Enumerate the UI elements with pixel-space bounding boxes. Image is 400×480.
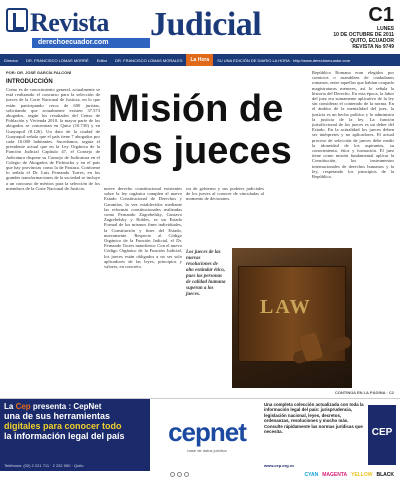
site-strip [32,38,150,48]
intro-heading: INTRODUCCIÓN [6,79,53,85]
article-byline: POR: DR. JOSÉ GARCÍA FALCONÍ [6,70,72,75]
ad-line-1: una de sus herramientas [4,411,111,421]
color-label-black: BLACK [376,472,394,478]
article-body-right: República Romana eran elegidos por comicios o asambleas de ciudadanos romanos, entre aquellos que habían ocupado magistraturas menores, así lo señala la historia del Derecho. En esta época, la labor del juez era sumamente aplicativo de la ley sin considerar el contenido de la norma. En el ámbito de la mentalidad del juez, la justicia es un hecho político y lo administra la justicia de la ley. La función jurisdiccional de los jueces es un deber del Estado. En la actualidad los jueces deben ser intérpretes y no aplicadores. El actual proceso de selección de jueces debe medir la idoneidad de los aspirantes, su conocimiento, ética y formación. El juez tiene como misión fundamental aplicar la Constitución, los instrumentos internacionales de derechos humanos y la ley, respetando los principios de la República. [312,70,394,180]
website-line[interactable]: SU UNA EDICIÓN DE DIARIO LA HORA · http://www.derechoecuador.com [217,57,351,63]
editor-name: DR. FRANCISCO LOMAS MORALES [115,57,183,63]
la-hora-logo: La Hora [186,54,213,66]
color-label-magenta: MAGENTA [322,472,348,478]
print-color-bar [0,470,400,480]
editor-label: Editor [96,57,108,63]
director-name: DR. FRANCISCO LOMAS MORRÉ [26,57,89,63]
cepnet-subtitle: base de datos jurídica [187,448,227,453]
article-middle-column-2 [186,186,264,246]
issue-number: REVISTA No 9749 [352,44,394,50]
color-label-cyan: CYAN [304,472,319,478]
pull-quote: Los jueces de las nuevas resoluciones de alto estándar ético, pues las personas de calidad humana superan a los jueces. [186,250,226,297]
ad-left-panel [0,399,150,471]
article-body-left: Como es de conocimiento general, actualmente se está realizando el concurso para la selección de jueces de la Corte Nacional de Justicia, en lo que están participando cerca de 600 juristas, solicitando que actualmente existen 37.573 abogados, según los resultados del Censo de Población y Vivienda 2010. la mayor parte de los abogados se concentran en Quito (10.730) y en Guayaquil (8.126). Un dato de la ciudad de Guayaquil señala que el país tiene 7 abogados por cada 10.000 habitantes. Sucedamos, seguía el presidente actual que en la Ley Orgánica de la Función Judicial Capítulo 47, el Consejo de Judicatura dispone su Consejo de Judicatura en el Colegio de Abogados de Pichincha y en el país que hay provincias como la de Pastaza. Conforme lo señala el Dr. Luis Fernando Torres, en los grandes transformaciones de la sociedad se incluye a un concurso de méritos para la selección de los miembros de la Corte Nacional de Justicia. [6,87,100,191]
ad-line-3: la información legal del país [4,431,125,441]
ad-brand: La Cep presenta : CepNet [4,402,102,411]
cep-logo-box: CEP [368,405,396,465]
article-body-middle-1: nueve derecho constitucional existentes sobre la ley orgánica cumplen al nuevo Estado Constitucional de Derechos y Garantías, la vez establecidos mediante las reformas constitucionales realizadas como Fernando Zagrebelsky, Gustavo Zagrebelsky y Robles, es un Estado Formal de los mismos fines individuales, la Constitución y fines del Estado, nuevamente. Respecto al Código Orgánico de la Función Judicial, el Dr. Fernando Torres manifiesta: Con el nuevo Código Orgánico de la Función Judicial, los jueces están obligados a no ser solo aplicadores de las leyes, principios y valores, en concreto. [104,186,182,270]
issue-city: QUITO, ECUADOR [350,38,394,44]
ad-line-2: digitales para conocer todo [4,421,122,431]
scales-logo-icon [6,8,28,32]
masthead-title-judicial: Judicial [150,6,262,43]
article-body-middle-2: rra de gobierno y sus poderes judiciales de los jueces al conocer de vinculadas al momento de decisiones. [186,186,264,202]
article-middle-column-1 [104,186,182,390]
cepnet-advertisement[interactable] [0,398,400,470]
ad-phone: Teléfonos: (02) 2 221 711 · 2 232 950 · Quito [4,463,84,468]
article-headline: Misión de los jueces [108,88,292,172]
ad-website-link[interactable]: www.cep.org.ec [264,463,295,468]
color-label-yellow: YELLOW [351,472,373,478]
masthead [0,0,400,66]
cepnet-logo: cepnet [168,417,246,447]
ad-right-panel [264,402,366,466]
section-code: C1 [368,4,394,26]
info-bar [0,54,400,66]
continued-note: CONTINÚA EN LA PÁGINA · C2 [334,390,394,395]
issue-day: LUNES [377,26,394,32]
ad-description: Una completa colección actualizada con toda la información legal del país: jurisprudencia, legislación nacional, leyes, decretos, ordenanzas, resoluciones y mucho más. Consulte rápidamente las normas jurídicas que necesita. [264,402,364,435]
issue-date: 10 DE OCTUBRE DE 2011 [333,32,394,38]
article-left-column [6,70,100,392]
masthead-title-revista: Revista [30,8,109,37]
cepnet-logo-block [152,403,262,467]
director-label: Director [4,57,19,63]
law-book-label: LAW [260,296,312,318]
site-name: derechoecuador.com [38,39,109,46]
article-right-column [312,70,394,388]
